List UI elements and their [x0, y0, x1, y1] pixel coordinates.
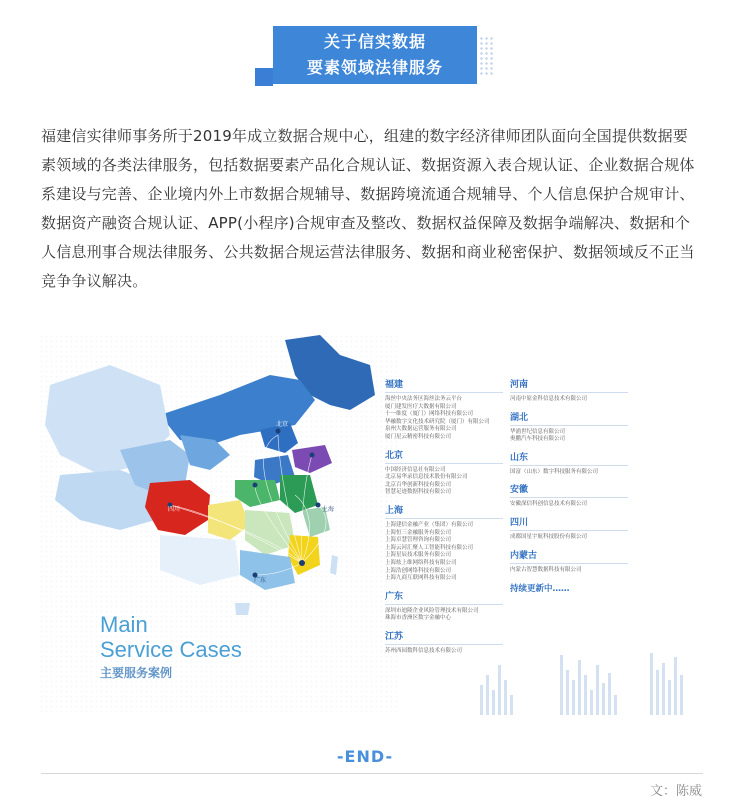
- case-divider: [385, 463, 503, 464]
- more-updates-label: 持续更新中……: [510, 584, 570, 595]
- end-marker: -END-: [336, 747, 394, 766]
- case-divider: [510, 465, 628, 466]
- intro-paragraph: 福建信实律师事务所于2019年成立数据合规中心，组建的数字经济律师团队面向全国提供数据要素领域的各类法律服务，包括数据要素产品化合规认证、数据资源入表合规认证、企业数据合规体系建设与完善、企业境内外上市数据合规辅导、数据跨境流通合规辅导、个人信息保护合规审计、数据资产融资合规认证、APP(小程序)合规审查及整改、数据权益保障及数据争端解决、数据和个人信息刑事合规法律服务、公共数据合规运营法律服务、数据和商业秘密保护、数据领域反不正当竞争争议解决。: [41, 127, 695, 290]
- case-province-heading: 北京: [385, 450, 404, 461]
- case-divider: [510, 392, 628, 393]
- case-divider: [385, 644, 503, 645]
- case-client-item: 厦门建发医疗大数据有限公司: [385, 403, 457, 410]
- case-divider: [510, 425, 628, 426]
- case-province-heading: 安徽: [510, 485, 529, 496]
- map-label-sichuan: 四川: [168, 506, 181, 513]
- section-header: [255, 22, 495, 88]
- case-province-heading: 河南: [510, 380, 529, 390]
- case-client-item: 安徽深信科创信息技术有限公司: [510, 501, 588, 508]
- case-client-item: 上海炫上维网络科技有限公司: [385, 559, 457, 566]
- map-label-shanghai: 上海: [322, 506, 335, 513]
- header-title-line2: 要素领域法律服务: [306, 58, 443, 77]
- header-title-box: [273, 26, 477, 84]
- map-label-guangdong: 广东: [254, 577, 267, 584]
- main-cases-en-line2: Service Cases: [100, 637, 242, 662]
- header-title-line1: 关于信实数据: [323, 32, 426, 51]
- case-client-item: 奥鹏汽车科技有限公司: [510, 436, 566, 443]
- case-divider: [510, 530, 628, 531]
- case-client-item: 上海恒三金融服务有限公司: [385, 529, 452, 536]
- case-province-heading: 山东: [510, 452, 529, 463]
- case-client-item: 深圳市迪隆企业风险管理技术有限公司: [385, 607, 479, 614]
- cases-list-left: [385, 371, 503, 655]
- header-dot-pattern: [479, 36, 493, 76]
- case-client-item: 海丝中央法务区海丝法务云平台: [385, 396, 463, 402]
- case-client-item: 上海建信金融产业（集团）有限公司: [385, 521, 474, 528]
- main-cases-cn: 主要服务案例: [100, 666, 173, 680]
- case-client-item: 北京易华录信息技术股份有限公司: [385, 474, 468, 481]
- case-divider: [385, 392, 503, 393]
- case-client-item: 珠海市香洲区数字金融中心: [385, 615, 452, 622]
- case-client-item: 上海卓慧管理咨询有限公司: [385, 537, 452, 544]
- case-client-item: 上海云河汇聚人工智能科技有限公司: [385, 544, 474, 551]
- case-client-item: 内蒙古智慧数据科技有限公司: [510, 566, 582, 573]
- case-client-item: 河南中原金科信息技术有限公司: [510, 396, 588, 402]
- main-cases-en-line1: Main: [100, 612, 148, 637]
- case-client-item: 国富（山东）数字科技服务有限公司: [510, 468, 599, 475]
- cases-list-right: [510, 371, 628, 594]
- case-client-item: 北京百华创新科技有限公司: [385, 481, 452, 488]
- case-divider: [385, 604, 503, 605]
- case-client-item: 上海浩创网络科技有限公司: [385, 567, 452, 574]
- case-province-heading: 广东: [385, 591, 404, 602]
- case-client-item: 智慧足迹数据科技有限公司: [385, 489, 452, 496]
- case-divider: [510, 563, 628, 564]
- footer-divider: [41, 773, 703, 774]
- case-divider: [510, 497, 628, 498]
- case-province-heading: 湖北: [510, 412, 529, 423]
- map-label-beijing: 北京: [276, 421, 289, 428]
- case-divider: [385, 518, 503, 519]
- case-client-item: 中国经济信息社有限公司: [385, 466, 446, 473]
- case-client-item: 华浦世纪信息有限公司: [510, 428, 566, 435]
- case-province-heading: 上海: [385, 505, 404, 516]
- case-province-heading: 福建: [385, 380, 404, 390]
- main-service-cases-title: [100, 612, 242, 681]
- case-client-item: 上海星辰技术服务有限公司: [385, 552, 452, 559]
- case-province-heading: 江苏: [385, 631, 404, 642]
- case-client-item: 苏州西园数科信息技术有限公司: [385, 647, 463, 654]
- case-client-item: 厦门星云精密科技有限公司: [385, 433, 452, 440]
- case-client-item: 十一维度（厦门）网络科技有限公司: [385, 411, 474, 418]
- case-province-heading: 内蒙古: [510, 550, 538, 561]
- case-client-item: 上海九商互联网科技有限公司: [385, 575, 457, 582]
- case-client-item: 成都国星宇航科技股份有限公司: [510, 533, 588, 540]
- case-client-item: 泉州大数据运营服务有限公司: [385, 426, 457, 433]
- service-cases-map-image: [40, 335, 700, 715]
- author-credit: 文：陈威: [649, 784, 702, 799]
- case-client-item: 华融数字文化技术研究院（厦门）有限公司: [385, 418, 490, 425]
- case-province-heading: 四川: [510, 517, 529, 528]
- header-accent-square: [255, 68, 273, 86]
